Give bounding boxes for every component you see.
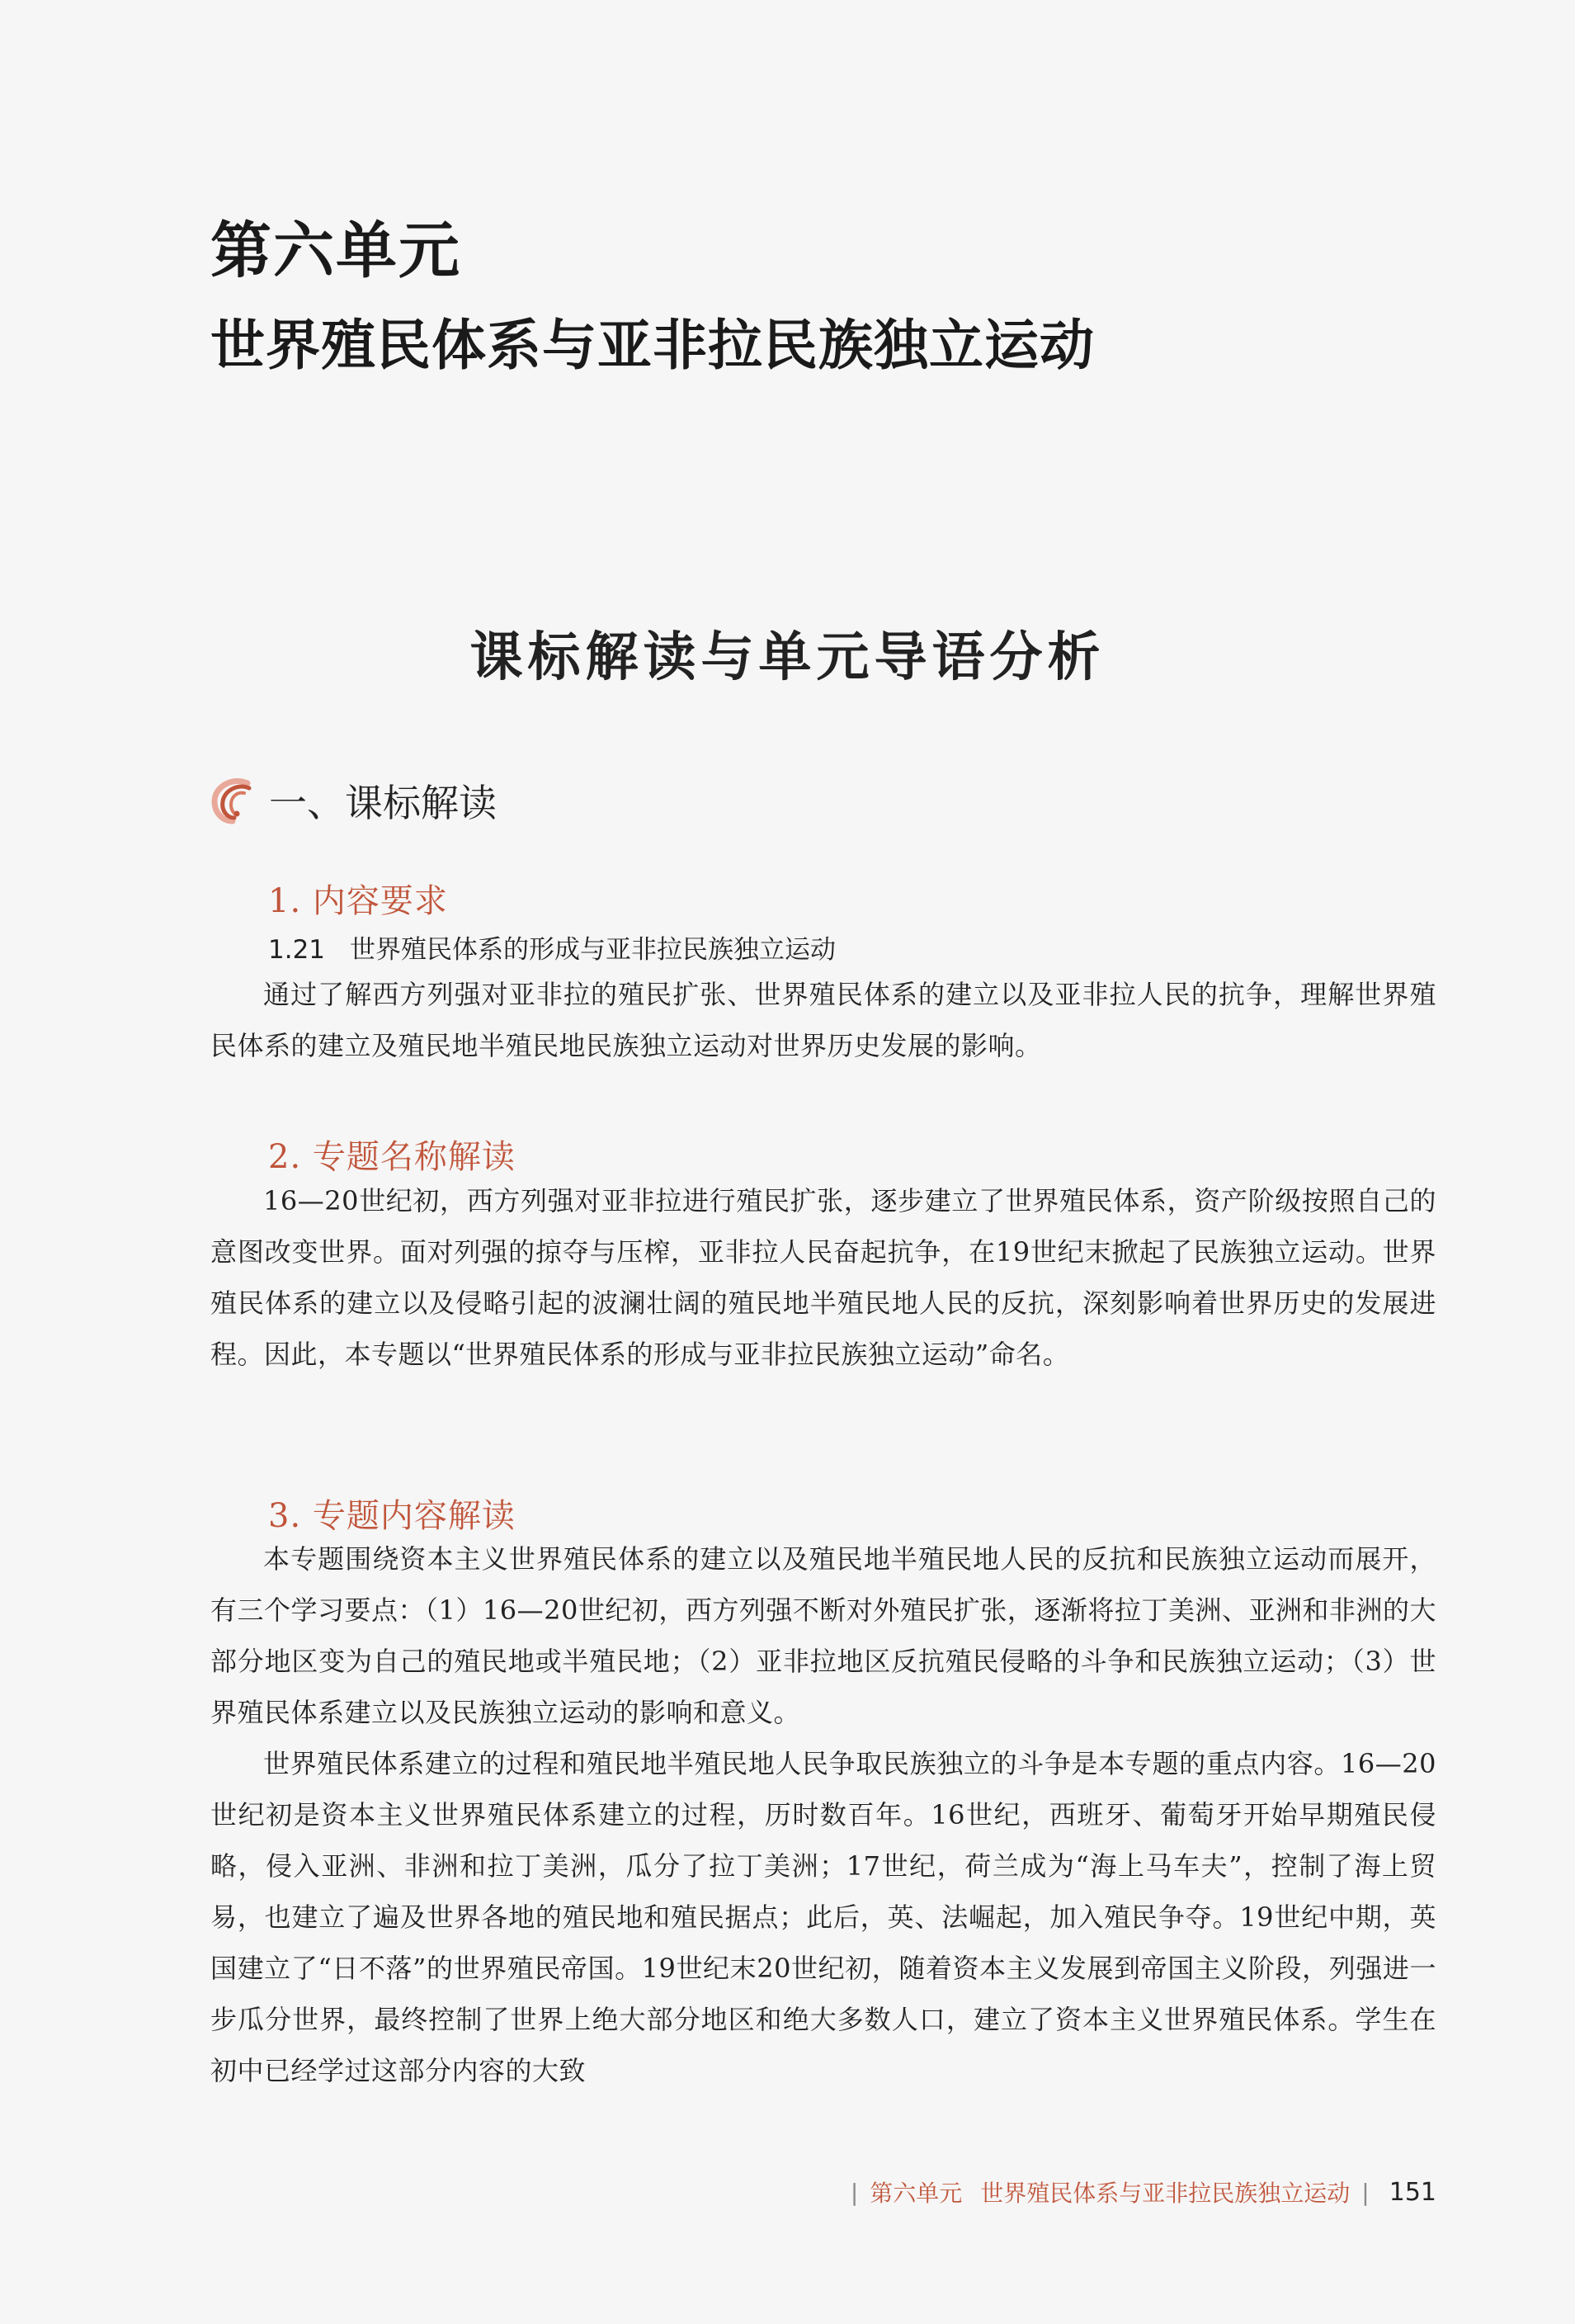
- unit-number: 第六单元: [210, 215, 461, 286]
- footer-unit: 第六单元: [870, 2180, 963, 2207]
- paragraph: 世界殖民体系建立的过程和殖民地半殖民地人民争取民族独立的斗争是本专题的重点内容。16—20世纪初是资本主义世界殖民体系建立的过程，历时数百年。16世纪，西班牙、葡萄牙开始早期殖民侵略，侵入亚洲、非洲和拉丁美洲，瓜分了拉丁美洲；17世纪，荷兰成为“海上马车夫”，控制了海上贸易，也建立了遍及世界各地的殖民地和殖民据点；此后，英、法崛起，加入殖民争夺。19世纪中期，英国建立了“日不落”的世界殖民帝国。19世纪末20世纪初，随着资本主义发展到帝国主义阶段，列强进一步瓜分世界，最终控制了世界上绝大部分地区和绝大多数人口，建立了资本主义世界殖民体系。学生在初中已经学过这部分内容的大致: [210, 1748, 1436, 2086]
- section-label: 一、课标解读: [269, 781, 497, 825]
- unit-title: 世界殖民体系与亚非拉民族独立运动: [210, 314, 1095, 377]
- subsection-heading-content-requirements: 1. 内容要求: [268, 882, 448, 920]
- standard-number: 1.21: [268, 935, 326, 965]
- section-heading: [208, 772, 497, 829]
- standard-title: 世界殖民体系的形成与亚非拉民族独立运动: [350, 935, 837, 965]
- paragraph: 本专题围绕资本主义世界殖民体系的建立以及殖民地半殖民地人民的反抗和民族独立运动而展开，有三个学习要点：（1）16—20世纪初，西方列强不断对外殖民扩张，逐渐将拉丁美洲、亚洲和非洲的大部分地区变为自己的殖民地或半殖民地；（2）亚非拉地区反抗殖民侵略的斗争和民族独立运动；（3）世界殖民体系建立以及民族独立运动的影响和意义。: [210, 1543, 1436, 1728]
- subsection-heading-topic-content: 3. 专题内容解读: [268, 1497, 516, 1535]
- page-footer: | 第六单元 世界殖民体系与亚非拉民族独立运动 | 151: [839, 2175, 1436, 2208]
- standard-line: [268, 928, 836, 966]
- paragraph: 通过了解西方列强对亚非拉的殖民扩张、世界殖民体系的建立以及亚非拉人民的抗争，理解世界殖民体系的建立及殖民地半殖民地民族独立运动对世界历史发展的影响。: [210, 979, 1436, 1061]
- subsection-heading-topic-name: 2. 专题名称解读: [268, 1138, 516, 1176]
- main-heading: 课标解读与单元导语分析: [469, 626, 1106, 688]
- paragraph: 16—20世纪初，西方列强对亚非拉进行殖民扩张，逐步建立了世界殖民体系，资产阶级按照自己的意图改变世界。面对列强的掠夺与压榨，亚非拉人民奋起抗争，在19世纪末掀起了民族独立运动。世界殖民体系的建立以及侵略引起的波澜壮阔的殖民地半殖民地人民的反抗，深刻影响着世界历史的发展进程。因此，本专题以“世界殖民体系的形成与亚非拉民族独立运动”命名。: [210, 1185, 1436, 1370]
- brush-swirl-icon: [208, 775, 259, 826]
- page-number: 151: [1389, 2177, 1436, 2207]
- footer-title: 世界殖民体系与亚非拉民族独立运动: [980, 2180, 1351, 2207]
